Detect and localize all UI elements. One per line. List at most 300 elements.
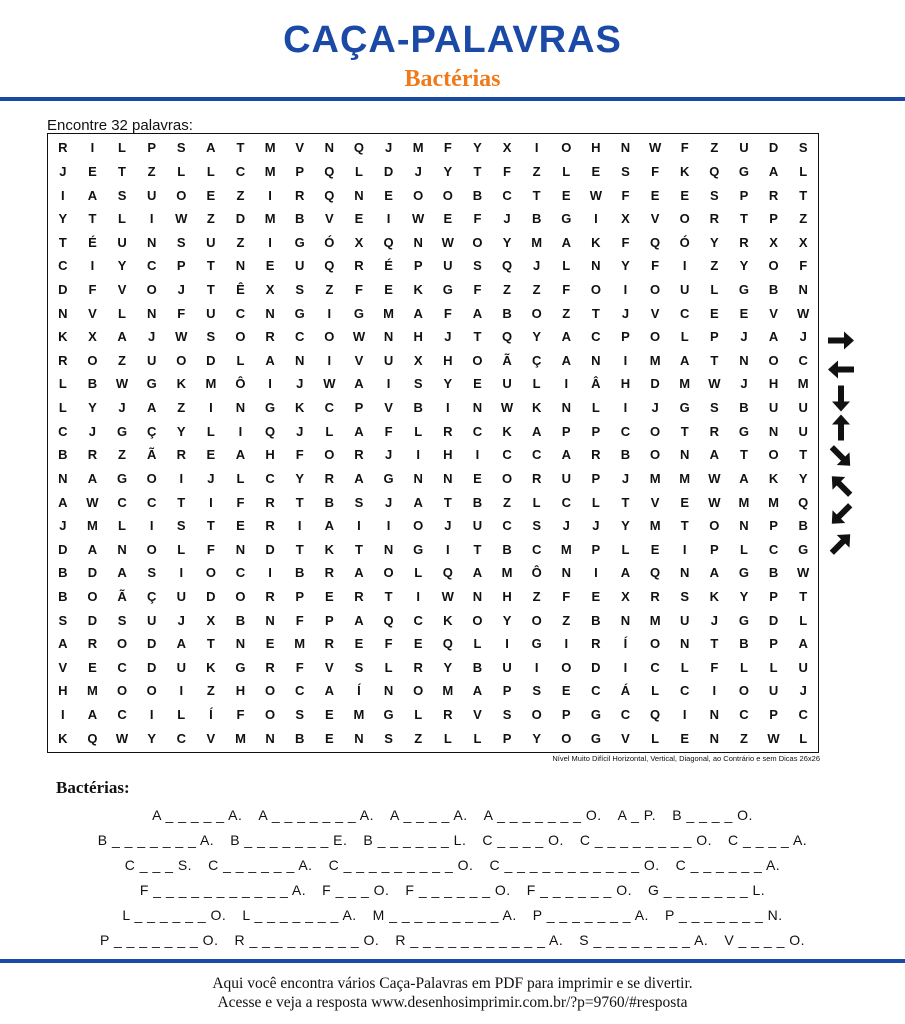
grid-letter[interactable]: D [235, 211, 246, 227]
grid-letter[interactable]: T [354, 541, 363, 557]
grid-letter[interactable]: S [58, 612, 68, 628]
grid-letter[interactable]: L [473, 636, 482, 652]
grid-letter[interactable]: Z [147, 163, 156, 179]
grid-letter[interactable]: Q [650, 707, 661, 723]
grid-letter[interactable]: T [739, 211, 748, 227]
grid-letter[interactable]: N [117, 541, 127, 557]
grid-letter[interactable]: A [354, 423, 364, 439]
grid-letter[interactable]: E [325, 707, 334, 723]
grid-letter[interactable]: Q [650, 565, 661, 581]
grid-letter[interactable]: K [443, 612, 453, 628]
grid-letter[interactable]: A [413, 305, 423, 321]
grid-letter[interactable]: N [235, 541, 246, 557]
grid-letter[interactable]: A [531, 423, 542, 439]
grid-letter[interactable]: Y [502, 234, 512, 250]
grid-letter[interactable]: T [739, 447, 748, 463]
grid-letter[interactable]: R [324, 565, 335, 581]
grid-letter[interactable]: B [295, 211, 305, 227]
grid-letter[interactable]: W [767, 730, 780, 746]
grid-letter[interactable]: V [88, 305, 97, 321]
grid-letter[interactable]: A [117, 565, 127, 581]
grid-letter[interactable]: P [621, 329, 630, 345]
grid-letter[interactable]: I [179, 565, 184, 581]
grid-letter[interactable]: O [738, 683, 750, 699]
grid-letter[interactable]: B [58, 447, 68, 463]
grid-letter[interactable]: V [58, 659, 68, 675]
grid-letter[interactable]: Y [473, 140, 482, 156]
grid-letter[interactable]: S [384, 730, 393, 746]
grid-letter[interactable]: C [146, 258, 157, 274]
grid-letter[interactable]: N [680, 565, 690, 581]
grid-letter[interactable]: Q [501, 329, 513, 345]
grid-letter[interactable]: W [797, 565, 810, 581]
grid-letter[interactable]: A [354, 565, 364, 581]
grid-letter[interactable]: I [682, 541, 687, 557]
grid-letter[interactable]: R [354, 588, 364, 604]
grid-letter[interactable]: U [680, 281, 690, 297]
grid-letter[interactable]: J [384, 140, 393, 156]
grid-letter[interactable]: S [295, 707, 305, 723]
grid-letter[interactable]: Y [739, 588, 749, 604]
grid-letter[interactable]: M [649, 518, 661, 534]
grid-letter[interactable]: P [561, 423, 571, 439]
grid-letter[interactable]: P [295, 163, 305, 179]
grid-letter[interactable]: O [472, 352, 483, 368]
grid-letter[interactable]: A [117, 329, 127, 345]
grid-letter[interactable]: V [295, 140, 305, 156]
grid-letter[interactable]: M [412, 140, 424, 156]
grid-letter[interactable]: A [58, 636, 68, 652]
grid-letter[interactable]: W [500, 400, 514, 416]
grid-letter[interactable]: F [799, 258, 808, 274]
grid-letter[interactable]: S [147, 565, 156, 581]
grid-letter[interactable]: O [442, 187, 453, 203]
grid-letter[interactable]: Z [562, 305, 571, 321]
grid-letter[interactable]: B [87, 376, 98, 392]
grid-letter[interactable]: U [561, 470, 571, 486]
grid-letter[interactable]: A [413, 494, 423, 510]
grid-letter[interactable]: N [739, 352, 749, 368]
grid-letter[interactable]: A [472, 683, 483, 699]
grid-letter[interactable]: T [591, 305, 600, 321]
grid-letter[interactable]: B [531, 211, 542, 227]
grid-letter[interactable]: I [386, 376, 391, 392]
grid-letter[interactable]: O [472, 612, 483, 628]
grid-letter[interactable]: V [117, 281, 127, 297]
grid-letter[interactable]: B [591, 612, 601, 628]
grid-letter[interactable]: N [561, 400, 571, 416]
grid-letter[interactable]: N [620, 612, 631, 628]
grid-letter[interactable]: A [472, 305, 483, 321]
grid-letter[interactable]: T [88, 211, 97, 227]
grid-letter[interactable]: I [209, 400, 213, 416]
grid-letter[interactable]: O [324, 447, 335, 463]
grid-letter[interactable]: M [531, 234, 543, 250]
grid-letter[interactable]: C [117, 494, 127, 510]
grid-letter[interactable]: Z [532, 163, 541, 179]
grid-letter[interactable]: L [118, 518, 126, 534]
grid-letter[interactable]: X [621, 588, 630, 604]
grid-letter[interactable]: P [413, 258, 423, 274]
grid-letter[interactable]: I [149, 707, 154, 723]
grid-letter[interactable]: M [768, 494, 779, 510]
grid-letter[interactable]: A [324, 518, 335, 534]
grid-letter[interactable]: A [324, 683, 335, 699]
grid-letter[interactable]: T [710, 636, 719, 652]
grid-letter[interactable]: I [327, 305, 332, 321]
grid-letter[interactable]: O [146, 281, 157, 297]
grid-letter[interactable]: B [768, 281, 779, 297]
grid-letter[interactable]: H [768, 376, 779, 392]
grid-letter[interactable]: Â [591, 376, 601, 392]
grid-letter[interactable]: K [206, 659, 216, 675]
grid-letter[interactable]: V [473, 707, 482, 723]
grid-letter[interactable]: O [176, 352, 187, 368]
grid-letter[interactable]: R [739, 234, 749, 250]
grid-letter[interactable]: X [798, 234, 808, 250]
grid-letter[interactable]: O [235, 588, 246, 604]
grid-letter[interactable]: J [414, 163, 422, 179]
grid-letter[interactable]: Á [620, 683, 631, 699]
grid-letter[interactable]: D [768, 612, 779, 628]
grid-letter[interactable]: V [384, 400, 393, 416]
grid-letter[interactable]: Ã [502, 352, 512, 368]
grid-letter[interactable]: K [58, 730, 68, 746]
grid-letter[interactable]: I [386, 518, 391, 534]
grid-letter[interactable]: B [502, 305, 512, 321]
grid-letter[interactable]: M [86, 518, 98, 534]
grid-letter[interactable]: A [265, 352, 275, 368]
grid-letter[interactable]: J [59, 163, 67, 179]
grid-letter[interactable]: L [236, 352, 245, 368]
grid-letter[interactable]: L [680, 659, 689, 675]
grid-letter[interactable]: Z [118, 352, 126, 368]
grid-letter[interactable]: U [798, 400, 808, 416]
grid-letter[interactable]: B [768, 565, 779, 581]
grid-letter[interactable]: G [146, 376, 157, 392]
grid-letter[interactable]: E [88, 163, 97, 179]
grid-letter[interactable]: J [621, 305, 630, 321]
grid-letter[interactable]: L [651, 730, 660, 746]
grid-letter[interactable]: Z [177, 400, 186, 416]
grid-letter[interactable]: I [60, 707, 65, 723]
grid-letter[interactable]: W [115, 730, 129, 746]
grid-letter[interactable]: X [769, 234, 778, 250]
grid-letter[interactable]: B [324, 494, 335, 510]
grid-letter[interactable]: B [58, 565, 68, 581]
grid-letter[interactable]: J [444, 518, 452, 534]
grid-letter[interactable]: M [501, 565, 513, 581]
grid-letter[interactable]: U [176, 588, 186, 604]
grid-letter[interactable]: Ç [146, 588, 157, 604]
grid-letter[interactable]: U [680, 612, 690, 628]
grid-letter[interactable]: T [621, 494, 630, 510]
grid-letter[interactable]: G [738, 163, 750, 179]
grid-letter[interactable]: D [383, 163, 394, 179]
grid-letter[interactable]: Z [739, 730, 748, 746]
grid-letter[interactable]: S [176, 234, 186, 250]
grid-letter[interactable]: C [680, 305, 690, 321]
grid-letter[interactable]: E [473, 470, 482, 486]
grid-letter[interactable]: L [799, 730, 808, 746]
grid-letter[interactable]: L [739, 541, 748, 557]
grid-letter[interactable]: U [146, 612, 157, 628]
grid-letter[interactable]: N [472, 588, 483, 604]
grid-letter[interactable]: O [472, 234, 483, 250]
grid-letter[interactable]: H [502, 588, 512, 604]
grid-letter[interactable]: O [324, 329, 335, 345]
grid-letter[interactable]: D [265, 541, 275, 557]
grid-letter[interactable]: I [564, 376, 569, 392]
grid-letter[interactable]: N [591, 352, 601, 368]
grid-letter[interactable]: C [324, 400, 335, 416]
grid-letter[interactable]: J [562, 518, 570, 534]
grid-letter[interactable]: R [443, 423, 453, 439]
grid-letter[interactable]: R [265, 588, 275, 604]
grid-letter[interactable]: T [206, 636, 215, 652]
grid-letter[interactable]: C [680, 683, 690, 699]
grid-letter[interactable]: C [620, 707, 631, 723]
grid-letter[interactable]: L [118, 211, 126, 227]
grid-letter[interactable]: B [620, 447, 631, 463]
grid-letter[interactable]: G [383, 470, 394, 486]
grid-letter[interactable]: D [87, 612, 98, 628]
grid-letter[interactable]: A [235, 447, 246, 463]
grid-letter[interactable]: G [116, 470, 128, 486]
grid-letter[interactable]: A [87, 187, 98, 203]
grid-letter[interactable]: V [650, 305, 660, 321]
grid-letter[interactable]: N [709, 707, 720, 723]
grid-letter[interactable]: O [650, 447, 661, 463]
grid-letter[interactable]: B [58, 588, 68, 604]
grid-letter[interactable]: B [295, 730, 305, 746]
grid-letter[interactable]: Ã [117, 588, 127, 604]
grid-letter[interactable]: Z [532, 588, 541, 604]
grid-letter[interactable]: C [235, 305, 246, 321]
grid-letter[interactable]: B [295, 565, 305, 581]
grid-letter[interactable]: X [413, 352, 423, 368]
grid-letter[interactable]: I [268, 234, 272, 250]
grid-letter[interactable]: T [443, 494, 452, 510]
grid-letter[interactable]: T [295, 494, 304, 510]
grid-letter[interactable]: F [88, 281, 97, 297]
grid-letter[interactable]: A [87, 541, 98, 557]
grid-letter[interactable]: Ç [531, 352, 542, 368]
grid-letter[interactable]: Q [383, 234, 394, 250]
grid-letter[interactable]: Z [206, 683, 215, 699]
grid-letter[interactable]: R [650, 588, 660, 604]
grid-letter[interactable]: M [235, 730, 246, 746]
grid-letter[interactable]: B [502, 541, 512, 557]
grid-letter[interactable]: I [623, 400, 628, 416]
grid-letter[interactable]: I [682, 258, 687, 274]
grid-letter[interactable]: U [502, 376, 512, 392]
grid-letter[interactable]: I [238, 423, 243, 439]
grid-letter[interactable]: U [443, 258, 453, 274]
grid-letter[interactable]: Y [88, 400, 97, 416]
grid-letter[interactable]: P [591, 541, 601, 557]
grid-letter[interactable]: L [58, 400, 67, 416]
grid-letter[interactable]: F [384, 423, 393, 439]
grid-letter[interactable]: M [442, 683, 454, 699]
grid-letter[interactable]: T [206, 518, 215, 534]
grid-letter[interactable]: T [206, 281, 215, 297]
grid-letter[interactable]: T [799, 588, 808, 604]
grid-letter[interactable]: E [680, 730, 690, 746]
grid-letter[interactable]: G [235, 659, 246, 675]
grid-letter[interactable]: X [265, 281, 275, 297]
grid-letter[interactable]: A [176, 636, 186, 652]
grid-letter[interactable]: O [413, 187, 424, 203]
grid-letter[interactable]: Ó [324, 234, 335, 250]
grid-letter[interactable]: D [58, 281, 68, 297]
grid-letter[interactable]: S [117, 187, 127, 203]
grid-letter[interactable]: F [295, 659, 304, 675]
grid-letter[interactable]: B [739, 636, 749, 652]
grid-letter[interactable]: E [265, 636, 275, 652]
grid-letter[interactable]: E [561, 683, 571, 699]
grid-letter[interactable]: C [235, 163, 246, 179]
grid-letter[interactable]: V [206, 730, 216, 746]
grid-letter[interactable]: L [354, 163, 363, 179]
grid-letter[interactable]: C [295, 329, 305, 345]
grid-letter[interactable]: Z [325, 281, 334, 297]
grid-letter[interactable]: C [472, 423, 483, 439]
grid-letter[interactable]: A [354, 376, 364, 392]
grid-letter[interactable]: W [797, 305, 810, 321]
grid-letter[interactable]: F [236, 494, 245, 510]
grid-letter[interactable]: T [177, 494, 186, 510]
grid-letter[interactable]: I [90, 258, 95, 274]
grid-letter[interactable]: H [591, 140, 601, 156]
grid-letter[interactable]: P [502, 683, 512, 699]
grid-letter[interactable]: O [87, 588, 98, 604]
grid-letter[interactable]: N [413, 470, 423, 486]
grid-letter[interactable]: M [679, 470, 691, 486]
grid-letter[interactable]: B [739, 400, 749, 416]
grid-letter[interactable]: L [384, 659, 393, 675]
grid-letter[interactable]: R [295, 187, 305, 203]
grid-letter[interactable]: S [354, 494, 364, 510]
grid-letter[interactable]: S [532, 518, 541, 534]
grid-letter[interactable]: N [680, 636, 690, 652]
grid-letter[interactable]: M [264, 211, 276, 227]
grid-letter[interactable]: G [294, 234, 305, 250]
grid-letter[interactable]: O [383, 565, 394, 581]
grid-letter[interactable]: S [798, 140, 808, 156]
grid-letter[interactable]: O [679, 211, 690, 227]
grid-letter[interactable]: P [502, 730, 512, 746]
grid-letter[interactable]: Í [623, 636, 628, 652]
grid-letter[interactable]: Z [118, 447, 126, 463]
grid-letter[interactable]: N [265, 305, 275, 321]
grid-letter[interactable]: H [265, 447, 275, 463]
grid-letter[interactable]: I [505, 636, 509, 652]
grid-letter[interactable]: D [206, 588, 216, 604]
grid-letter[interactable]: A [768, 329, 779, 345]
grid-letter[interactable]: K [680, 163, 690, 179]
grid-letter[interactable]: L [177, 163, 186, 179]
grid-letter[interactable]: Ó [679, 234, 690, 250]
grid-letter[interactable]: J [740, 376, 748, 392]
grid-letter[interactable]: T [206, 258, 215, 274]
grid-letter[interactable]: T [680, 423, 689, 439]
grid-letter[interactable]: M [383, 305, 394, 321]
grid-letter[interactable]: M [738, 494, 750, 510]
grid-letter[interactable]: Y [621, 518, 630, 534]
grid-letter[interactable]: I [416, 447, 420, 463]
grid-letter[interactable]: T [473, 541, 482, 557]
grid-letter[interactable]: H [413, 329, 423, 345]
grid-letter[interactable]: K [709, 588, 720, 604]
grid-letter[interactable]: C [591, 683, 601, 699]
grid-letter[interactable]: Q [353, 140, 365, 156]
grid-letter[interactable]: O [709, 518, 720, 534]
grid-letter[interactable]: F [621, 234, 630, 250]
grid-letter[interactable]: X [621, 211, 630, 227]
grid-letter[interactable]: D [87, 565, 98, 581]
grid-letter[interactable]: S [354, 659, 364, 675]
grid-letter[interactable]: V [621, 730, 630, 746]
grid-letter[interactable]: J [533, 258, 541, 274]
grid-letter[interactable]: Ê [236, 281, 245, 297]
grid-letter[interactable]: L [206, 423, 215, 439]
grid-letter[interactable]: O [768, 447, 779, 463]
grid-letter[interactable]: J [177, 612, 185, 628]
grid-letter[interactable]: L [532, 494, 541, 510]
grid-letter[interactable]: R [709, 423, 720, 439]
grid-letter[interactable]: W [175, 211, 188, 227]
grid-letter[interactable]: S [710, 187, 719, 203]
grid-letter[interactable]: Q [324, 163, 335, 179]
grid-letter[interactable]: I [623, 352, 628, 368]
grid-letter[interactable]: K [502, 423, 512, 439]
grid-letter[interactable]: W [175, 329, 188, 345]
grid-letter[interactable]: J [710, 612, 718, 628]
grid-letter[interactable]: F [710, 659, 719, 675]
grid-letter[interactable]: N [265, 730, 275, 746]
grid-letter[interactable]: J [59, 518, 67, 534]
grid-letter[interactable]: F [473, 281, 482, 297]
grid-letter[interactable]: B [413, 400, 423, 416]
grid-letter[interactable]: L [414, 423, 423, 439]
grid-letter[interactable]: T [118, 163, 126, 179]
grid-letter[interactable]: A [87, 470, 98, 486]
grid-letter[interactable]: E [88, 659, 97, 675]
grid-letter[interactable]: L [443, 730, 452, 746]
grid-letter[interactable]: I [179, 683, 184, 699]
grid-letter[interactable]: Y [739, 258, 749, 274]
grid-letter[interactable]: É [384, 258, 393, 274]
grid-letter[interactable]: E [206, 187, 216, 203]
grid-letter[interactable]: I [594, 565, 598, 581]
grid-letter[interactable]: O [531, 707, 542, 723]
grid-letter[interactable]: N [146, 234, 157, 250]
grid-letter[interactable]: L [177, 541, 186, 557]
grid-letter[interactable]: G [738, 423, 750, 439]
grid-letter[interactable]: Z [236, 234, 245, 250]
grid-letter[interactable]: M [264, 140, 276, 156]
grid-letter[interactable]: A [206, 140, 216, 156]
grid-letter[interactable]: N [680, 447, 690, 463]
grid-letter[interactable]: W [441, 234, 454, 250]
grid-letter[interactable]: L [591, 400, 600, 416]
grid-letter[interactable]: I [416, 588, 420, 604]
grid-letter[interactable]: K [324, 541, 335, 557]
grid-letter[interactable]: J [503, 211, 511, 227]
grid-letter[interactable]: C [146, 494, 157, 510]
grid-letter[interactable]: F [354, 281, 363, 297]
